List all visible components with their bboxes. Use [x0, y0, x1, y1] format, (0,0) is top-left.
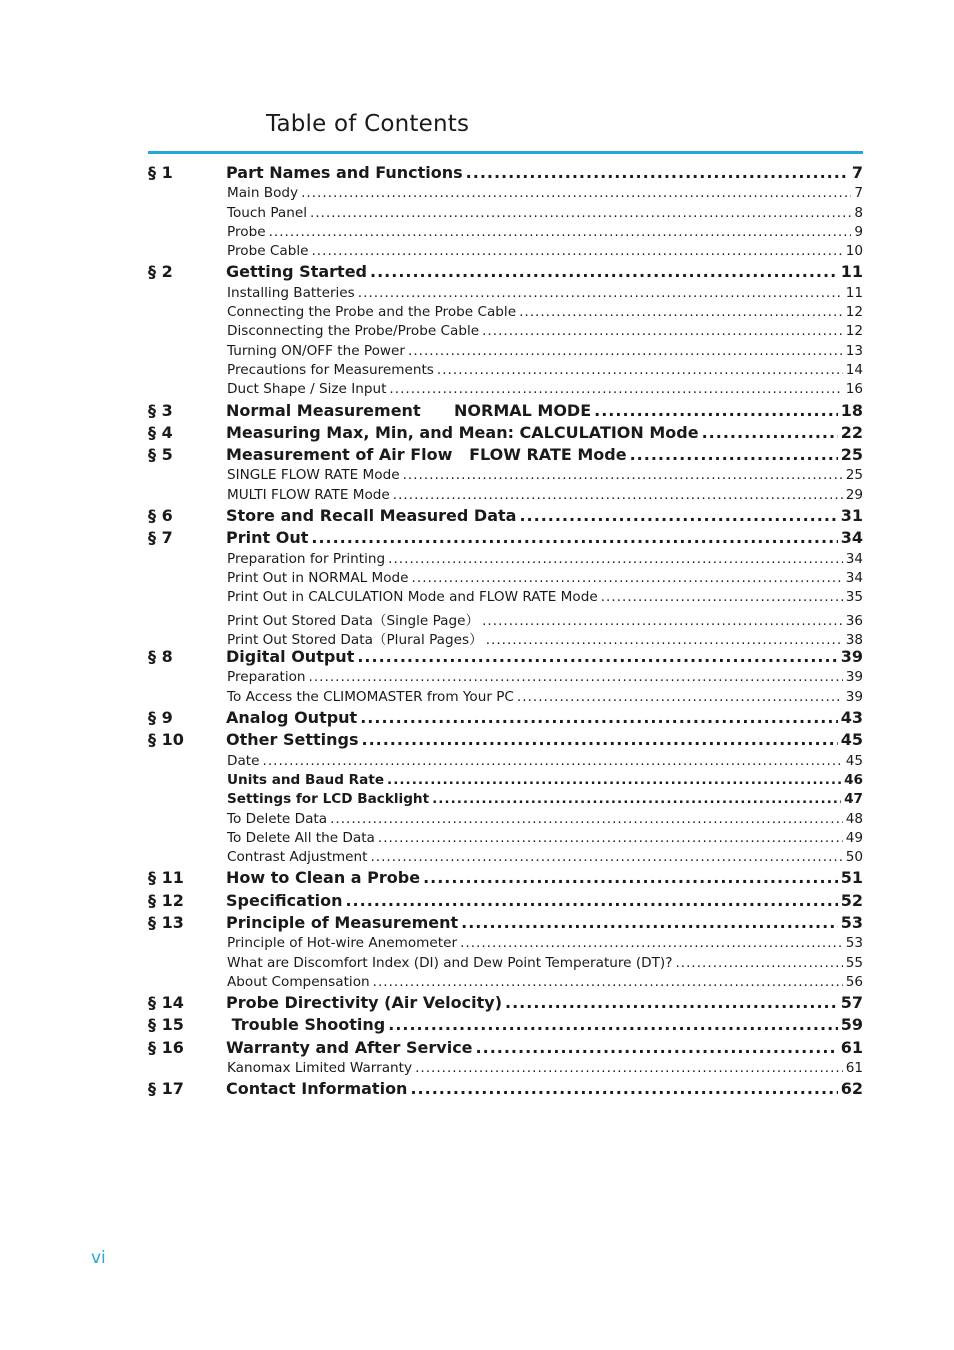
entry-title: SINGLE FLOW RATE Mode [227, 467, 400, 484]
dot-leader [412, 570, 843, 586]
dot-leader [437, 362, 843, 378]
toc-subentry[interactable] [148, 570, 863, 589]
page-reference: 59 [840, 1015, 863, 1035]
page-reference: 16 [845, 381, 863, 398]
toc-subentry[interactable] [148, 285, 863, 304]
dot-leader [403, 467, 843, 483]
page-reference: 39 [845, 688, 863, 705]
section-number: § 13 [148, 912, 184, 932]
page-reference: 53 [840, 912, 863, 932]
section-number: § 7 [148, 528, 173, 548]
page-reference: 38 [845, 631, 863, 648]
dot-leader [378, 830, 843, 846]
entry-title: Store and Recall Measured Data [226, 506, 517, 526]
entry-title: Probe Directivity (Air Velocity) [226, 993, 503, 1013]
page-reference: 61 [845, 1060, 863, 1077]
page-reference: 31 [840, 506, 863, 526]
dot-leader [675, 955, 842, 971]
page-reference: 34 [845, 550, 863, 567]
toc-subentry[interactable] [148, 224, 863, 243]
page-reference: 25 [845, 467, 863, 484]
entry-title: Principle of Measurement [226, 912, 459, 932]
dot-leader [702, 423, 838, 442]
entry-title: Measurement of Air Flow FLOW RATE Mode [226, 445, 627, 465]
section-number: § 5 [148, 445, 173, 465]
toc-section-entry[interactable] [148, 1038, 863, 1060]
toc-subentry[interactable] [148, 974, 863, 993]
entry-title: Analog Output [226, 708, 358, 728]
dot-leader [482, 613, 843, 628]
dot-leader [519, 506, 837, 525]
page-reference: 25 [840, 445, 863, 465]
entry-title: Contact Information [226, 1079, 408, 1099]
dot-leader [360, 708, 838, 727]
toc-section-entry[interactable] [148, 1079, 863, 1101]
page-reference: 34 [845, 569, 863, 586]
toc-section-entry[interactable] [148, 163, 863, 185]
entry-title: What are Discomfort Index (DI) and Dew Point Temperature (DT)? [227, 954, 673, 971]
entry-title: Trouble Shooting [226, 1015, 386, 1035]
dot-leader [408, 343, 843, 359]
dot-leader [393, 487, 843, 503]
entry-title: Probe Cable [227, 243, 309, 260]
entry-title: Installing Batteries [227, 284, 355, 301]
page-title: Table of Contents [266, 111, 470, 137]
dot-leader [269, 224, 852, 240]
toc-section-entry[interactable] [148, 891, 863, 913]
dot-leader [358, 285, 843, 301]
entry-title: Units and Baud Rate [227, 771, 385, 788]
dot-leader [389, 381, 842, 397]
dot-leader [432, 791, 841, 807]
toc-section-entry[interactable] [148, 993, 863, 1015]
dot-leader [423, 868, 838, 887]
section-number: § 3 [148, 400, 173, 420]
entry-title: To Delete All the Data [227, 829, 375, 846]
page-reference: 51 [840, 868, 863, 888]
entry-title: How to Clean a Probe [226, 868, 421, 888]
toc-section-entry[interactable] [148, 401, 863, 423]
entry-title: Date [227, 752, 260, 769]
page-reference: 61 [840, 1037, 863, 1057]
entry-title: Print Out [226, 528, 309, 548]
section-number: § 6 [148, 506, 173, 526]
page-reference: 9 [854, 223, 863, 240]
entry-title: Turning ON/OFF the Power [227, 342, 405, 359]
toc-subentry[interactable] [148, 323, 863, 342]
entry-title: About Compensation [227, 973, 370, 990]
entry-title: To Access the CLIMOMASTER from Your PC [227, 688, 514, 705]
page-reference: 8 [854, 204, 863, 221]
dot-leader [301, 185, 851, 201]
dot-leader [309, 669, 843, 685]
section-number: § 2 [148, 262, 173, 282]
toc-subentry[interactable] [148, 205, 863, 224]
toc-subentry[interactable] [148, 830, 863, 849]
page-reference: 46 [844, 771, 863, 788]
entry-title: Print Out in CALCULATION Mode and FLOW RATE Mode [227, 589, 598, 606]
dot-leader [461, 913, 838, 932]
page-reference: 62 [840, 1079, 863, 1099]
dot-leader [486, 632, 843, 647]
entry-title: Print Out Stored Data（Single Page） [227, 612, 480, 628]
dot-leader [263, 753, 843, 769]
toc-section-entry[interactable] [148, 913, 863, 935]
entry-title: Settings for LCD Backlight [227, 791, 430, 808]
entry-title: Warranty and After Service [226, 1037, 473, 1057]
toc-subentry[interactable] [148, 1060, 863, 1079]
page-reference: 12 [845, 323, 863, 340]
page-reference: 14 [845, 361, 863, 378]
page-reference: 29 [845, 486, 863, 503]
page-reference: 45 [840, 730, 863, 750]
page-reference: 45 [845, 752, 863, 769]
toc-section-entry[interactable] [148, 708, 863, 730]
page-reference: 11 [840, 262, 863, 282]
section-number: § 8 [148, 647, 173, 667]
page-reference: 7 [854, 185, 863, 202]
dot-leader [594, 401, 838, 420]
page-reference: 48 [845, 810, 863, 827]
dot-leader [466, 163, 849, 182]
toc-section-entry[interactable] [148, 647, 863, 669]
dot-leader [476, 1038, 838, 1057]
dot-leader [415, 1060, 843, 1076]
dot-leader [505, 993, 838, 1012]
section-number: § 10 [148, 730, 184, 750]
toc-section-entry[interactable] [148, 262, 863, 284]
page-reference: 57 [840, 993, 863, 1013]
section-number: § 17 [148, 1079, 184, 1099]
section-number: § 14 [148, 993, 184, 1013]
entry-title: Preparation for Printing [227, 550, 386, 567]
toc-subentry[interactable] [148, 849, 863, 868]
dot-leader [357, 647, 837, 666]
dot-leader [601, 589, 843, 605]
dot-leader [311, 243, 842, 259]
entry-title: Specification [226, 890, 343, 910]
entry-title: Print Out Stored Data（Plural Pages） [227, 631, 483, 648]
dot-leader [370, 262, 838, 281]
page-reference: 34 [840, 528, 863, 548]
toc-subentry[interactable] [148, 467, 863, 486]
toc-subentry[interactable] [148, 955, 863, 974]
toc-section-entry[interactable] [148, 868, 863, 890]
toc-subentry[interactable] [148, 243, 863, 262]
toc-subentry[interactable] [148, 669, 863, 688]
page-reference: 12 [845, 304, 863, 321]
dot-leader [519, 304, 843, 320]
page-reference: 52 [840, 890, 863, 910]
dot-leader [361, 730, 837, 749]
toc-subentry[interactable] [148, 343, 863, 362]
page-reference: 39 [845, 669, 863, 686]
page-reference: 43 [840, 708, 863, 728]
entry-title: Duct Shape / Size Input [227, 381, 387, 398]
toc-section-entry[interactable] [148, 445, 863, 467]
page-reference: 50 [845, 849, 863, 866]
dot-leader [517, 689, 843, 705]
toc-subentry[interactable] [148, 304, 863, 323]
section-number: § 16 [148, 1037, 184, 1057]
toc-section-entry[interactable] [148, 528, 863, 550]
page-reference: 49 [845, 829, 863, 846]
dot-leader [630, 445, 838, 464]
toc-subentry[interactable] [148, 609, 863, 628]
entry-title: MULTI FLOW RATE Mode [227, 486, 390, 503]
section-number: § 4 [148, 422, 173, 442]
table-of-contents [148, 163, 863, 1102]
page-reference: 13 [845, 342, 863, 359]
dot-leader [345, 891, 837, 910]
entry-title: Getting Started [226, 262, 367, 282]
dot-leader [388, 551, 843, 567]
dot-leader [387, 772, 841, 788]
entry-title: Contrast Adjustment [227, 849, 368, 866]
toc-section-entry[interactable] [148, 1015, 863, 1037]
toc-subentry[interactable] [148, 811, 863, 830]
page-number: vi [91, 1248, 106, 1268]
page-reference: 18 [840, 400, 863, 420]
dot-leader [373, 974, 843, 990]
entry-title: Measuring Max, Min, and Mean: CALCULATION Mode [226, 422, 699, 442]
entry-title: Principle of Hot-wire Anemometer [227, 935, 458, 952]
title-divider [148, 151, 863, 154]
entry-title: Part Names and Functions [226, 163, 463, 182]
toc-subentry[interactable] [148, 791, 863, 810]
page-reference: 39 [840, 647, 863, 667]
entry-title: To Delete Data [227, 810, 328, 827]
entry-title: Digital Output [226, 647, 355, 667]
toc-subentry[interactable] [148, 185, 863, 204]
entry-title: Kanomax Limited Warranty [227, 1060, 413, 1077]
dot-leader [330, 811, 843, 827]
entry-title: Probe [227, 223, 266, 240]
entry-title: Main Body [227, 185, 299, 202]
toc-subentry[interactable] [148, 589, 863, 608]
toc-subentry[interactable] [148, 689, 863, 708]
page-reference: 35 [845, 589, 863, 606]
page-reference: 10 [845, 243, 863, 260]
section-number: § 1 [148, 163, 173, 182]
entry-title: Normal Measurement NORMAL MODE [226, 400, 592, 420]
section-number: § 15 [148, 1015, 184, 1035]
toc-subentry[interactable] [148, 753, 863, 772]
dot-leader [310, 205, 851, 221]
section-number: § 11 [148, 868, 184, 888]
page-reference: 7 [851, 163, 863, 182]
page-reference: 53 [845, 935, 863, 952]
entry-title: Other Settings [226, 730, 359, 750]
entry-title: Disconnecting the Probe/Probe Cable [227, 323, 480, 340]
page-reference: 36 [845, 612, 863, 628]
dot-leader [482, 323, 843, 339]
toc-section-entry[interactable] [148, 506, 863, 528]
toc-subentry[interactable] [148, 772, 863, 791]
dot-leader [388, 1015, 838, 1034]
page-reference: 47 [844, 791, 863, 808]
toc-subentry[interactable] [148, 381, 863, 400]
toc-section-entry[interactable] [148, 730, 863, 752]
section-number: § 12 [148, 890, 184, 910]
page-reference: 11 [845, 284, 863, 301]
toc-subentry[interactable] [148, 628, 863, 647]
toc-subentry[interactable] [148, 551, 863, 570]
entry-title: Print Out in NORMAL Mode [227, 569, 409, 586]
entry-title: Connecting the Probe and the Probe Cable [227, 304, 517, 321]
dot-leader [370, 849, 842, 865]
page-reference: 22 [840, 422, 863, 442]
toc-subentry[interactable] [148, 362, 863, 381]
entry-title: Touch Panel [227, 204, 308, 221]
dot-leader [410, 1079, 837, 1098]
dot-leader [460, 935, 843, 951]
page-reference: 55 [845, 954, 863, 971]
entry-title: Preparation [227, 669, 306, 686]
dot-leader [311, 528, 837, 547]
toc-section-entry[interactable] [148, 423, 863, 445]
section-number: § 9 [148, 708, 173, 728]
toc-subentry[interactable] [148, 935, 863, 954]
page-reference: 56 [845, 973, 863, 990]
toc-subentry[interactable] [148, 487, 863, 506]
entry-title: Precautions for Measurements [227, 361, 434, 378]
